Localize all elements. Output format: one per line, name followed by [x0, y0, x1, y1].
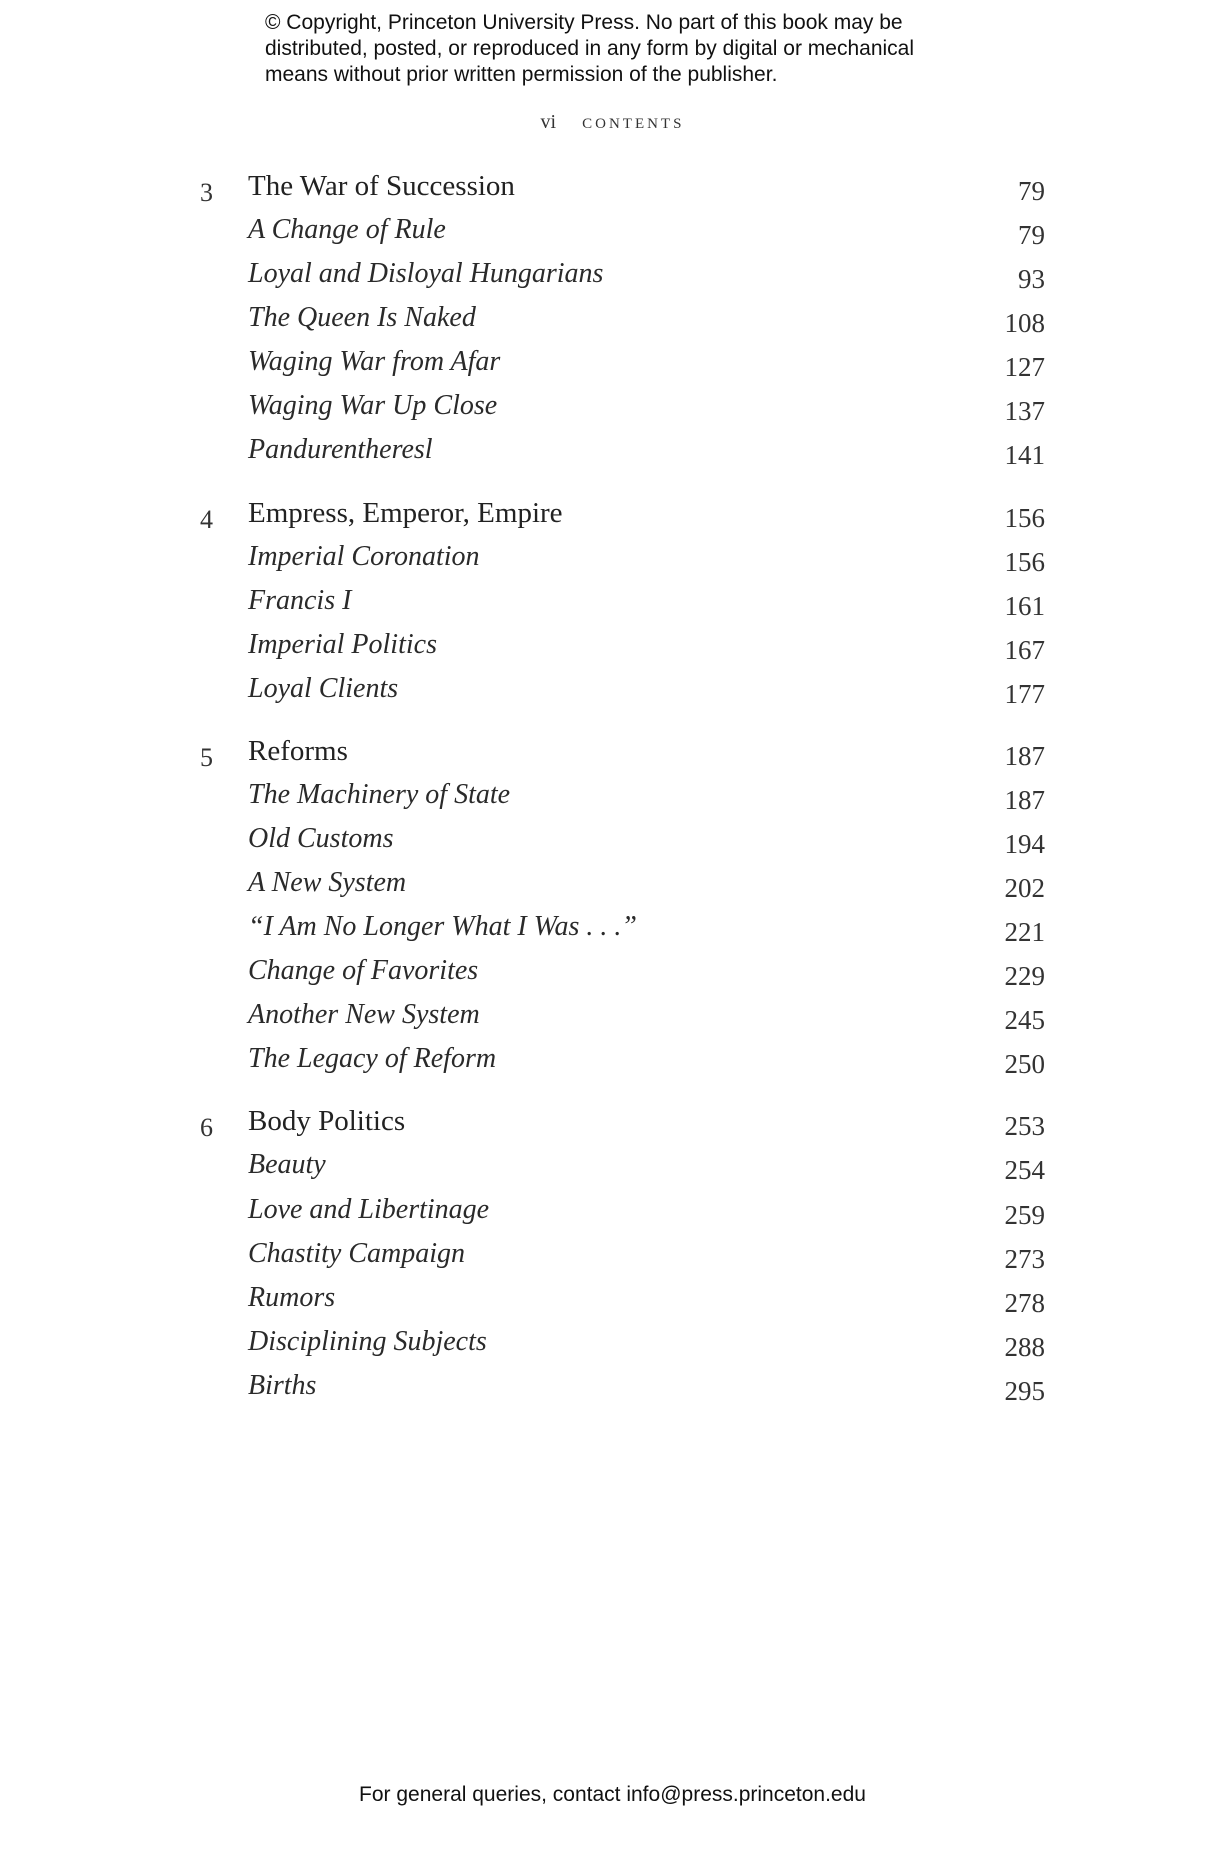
- toc-chapter-entry: [0, 170, 1225, 210]
- toc-section-entry: [0, 1043, 1225, 1083]
- section-title: Old Customs: [248, 823, 394, 854]
- page-number: 250: [1004, 1049, 1045, 1079]
- section-title: Imperial Politics: [248, 629, 437, 660]
- section-title: Change of Favorites: [248, 955, 479, 986]
- page-number: 253: [1004, 1111, 1045, 1141]
- page-number: 161: [1004, 591, 1045, 621]
- chapter-number: 6: [200, 1113, 213, 1142]
- section-title: Love and Libertinage: [248, 1194, 490, 1225]
- toc-section-entry: [0, 585, 1225, 625]
- footer-contact: For general queries, contact info@press.princeton.edu: [359, 1783, 866, 1806]
- running-head-title: CONTENTS: [582, 116, 685, 132]
- page-number: 288: [1004, 1332, 1045, 1362]
- section-title: A Change of Rule: [248, 214, 446, 245]
- chapter-title: Reforms: [248, 735, 348, 767]
- section-title: “I Am No Longer What I Was . . .”: [248, 911, 637, 942]
- page-number: 295: [1004, 1376, 1045, 1406]
- page-number: 79: [1018, 220, 1045, 250]
- page-number: 278: [1004, 1288, 1045, 1318]
- page-number: 187: [1004, 785, 1045, 815]
- toc-section-entry: [0, 629, 1225, 669]
- toc-section-entry: [0, 1194, 1225, 1234]
- page-number: 156: [1004, 503, 1045, 533]
- section-title: Waging War Up Close: [248, 390, 498, 421]
- page-number: 254: [1004, 1155, 1045, 1185]
- section-title: Loyal and Disloyal Hungarians: [248, 258, 604, 289]
- copyright-notice: [265, 10, 985, 88]
- running-head: [0, 111, 1225, 134]
- toc-section-entry: [0, 823, 1225, 863]
- toc-section-entry: [0, 1238, 1225, 1278]
- section-title: Pandurentheresl: [248, 434, 433, 465]
- chapter-title: The War of Succession: [248, 170, 515, 202]
- section-title: Waging War from Afar: [248, 346, 501, 377]
- page-number: 187: [1004, 741, 1045, 771]
- toc-chapter-entry: [0, 735, 1225, 775]
- toc-chapter-entry: [0, 497, 1225, 537]
- copyright-line: means without prior written permission of the publisher.: [265, 63, 778, 86]
- toc-section-entry: [0, 955, 1225, 995]
- toc-section-entry: [0, 1149, 1225, 1189]
- toc-section-entry: [0, 541, 1225, 581]
- toc-section-entry: [0, 1326, 1225, 1366]
- section-title: The Legacy of Reform: [248, 1043, 497, 1074]
- section-title: Francis I: [248, 585, 352, 616]
- section-title: The Queen Is Naked: [248, 302, 476, 333]
- section-title: Beauty: [248, 1149, 326, 1180]
- toc-section-entry: [0, 302, 1225, 342]
- section-title: Chastity Campaign: [248, 1238, 466, 1269]
- page-number: 137: [1004, 396, 1045, 426]
- page-number: 93: [1018, 264, 1045, 294]
- section-title: The Machinery of State: [248, 779, 511, 810]
- toc-section-entry: [0, 1370, 1225, 1410]
- toc-section-entry: [0, 673, 1225, 713]
- page-number: 167: [1004, 635, 1045, 665]
- page-number: 259: [1004, 1200, 1045, 1230]
- section-title: Loyal Clients: [248, 673, 399, 704]
- section-title: Births: [248, 1370, 317, 1401]
- toc-section-entry: [0, 911, 1225, 951]
- toc-section-entry: [0, 779, 1225, 819]
- page-number: 141: [1004, 440, 1045, 470]
- copyright-line: © Copyright, Princeton University Press. No part of this book may be: [265, 11, 903, 34]
- page-number: 79: [1018, 176, 1045, 206]
- copyright-line: distributed, posted, or reproduced in any form by digital or mechanical: [265, 37, 915, 60]
- toc-section-entry: [0, 258, 1225, 298]
- toc-section-entry: [0, 867, 1225, 907]
- section-title: A New System: [248, 867, 407, 898]
- page-number: 229: [1004, 961, 1045, 991]
- chapter-title: Empress, Emperor, Empire: [248, 497, 563, 529]
- chapter-number: 3: [200, 178, 213, 207]
- page-number: 156: [1004, 547, 1045, 577]
- toc-section-entry: [0, 390, 1225, 430]
- toc-section-entry: [0, 434, 1225, 474]
- section-title: Imperial Coronation: [248, 541, 480, 572]
- page-number: 177: [1004, 679, 1045, 709]
- chapter-number: 5: [200, 743, 213, 772]
- toc-section-entry: [0, 999, 1225, 1039]
- page-number: 273: [1004, 1244, 1045, 1274]
- page-number: 245: [1004, 1005, 1045, 1035]
- chapter-number: 4: [200, 505, 213, 534]
- section-title: Rumors: [248, 1282, 336, 1313]
- toc-section-entry: [0, 214, 1225, 254]
- page-number: 194: [1004, 829, 1045, 859]
- page-number: 108: [1004, 308, 1045, 338]
- toc-section-entry: [0, 346, 1225, 386]
- page-number: 127: [1004, 352, 1045, 382]
- page-folio: vi: [540, 111, 557, 133]
- toc-chapter-entry: [0, 1105, 1225, 1145]
- section-title: Disciplining Subjects: [248, 1326, 487, 1357]
- page-number: 202: [1004, 873, 1045, 903]
- toc-section-entry: [0, 1282, 1225, 1322]
- page-number: 221: [1004, 917, 1045, 947]
- section-title: Another New System: [248, 999, 480, 1030]
- chapter-title: Body Politics: [248, 1105, 406, 1137]
